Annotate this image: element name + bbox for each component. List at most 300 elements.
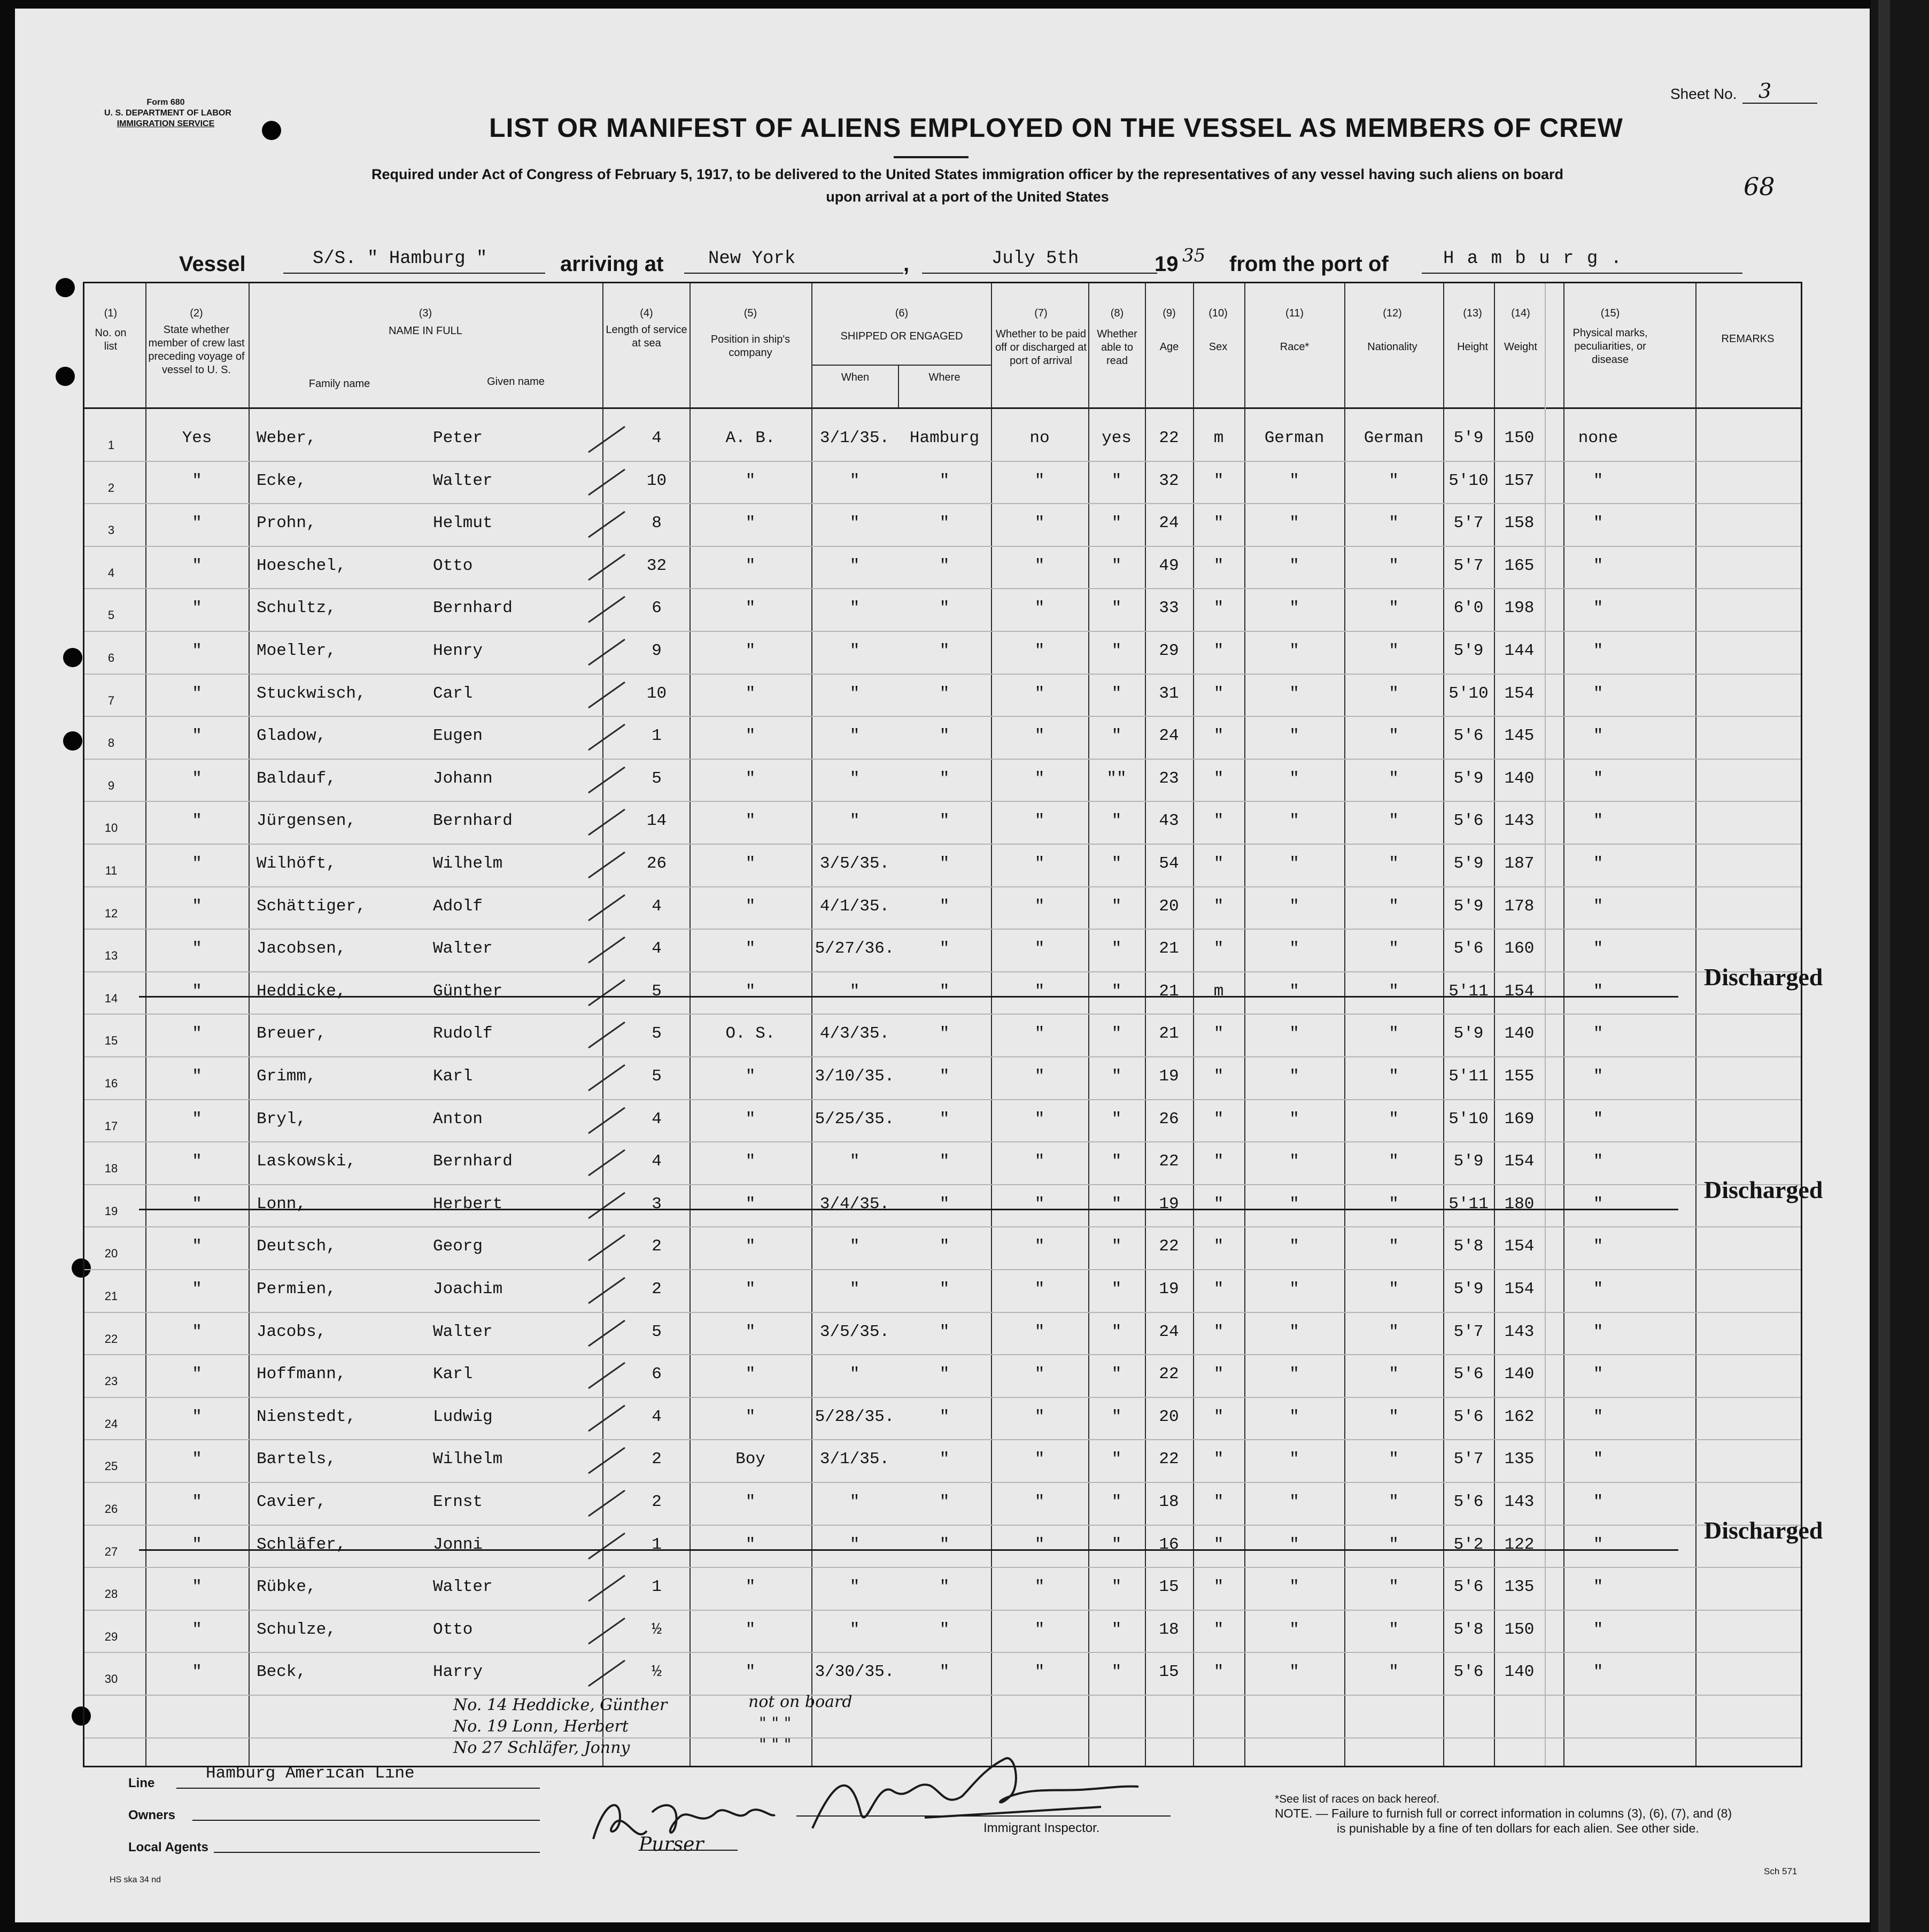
cell-age: 22 (1159, 1152, 1179, 1171)
col15-number: (15) (1600, 307, 1620, 319)
row-rule (84, 1652, 1801, 1653)
cell-height: 5'6 (1453, 1407, 1484, 1426)
cell-weight: 155 (1504, 1067, 1535, 1086)
penalty-note (1275, 1806, 1732, 1836)
cell-paid: " (1034, 727, 1045, 746)
cell-height: 6'0 (1453, 599, 1484, 618)
cell-marks: " (1593, 1322, 1603, 1341)
cell-given: Georg (433, 1237, 483, 1256)
cell-when: " (849, 727, 860, 746)
cell-race: " (1289, 1663, 1299, 1682)
cell-service: 1 (652, 1535, 662, 1554)
cell-family: Deutsch, (257, 1237, 336, 1256)
from-port-label: from the port of (1229, 252, 1389, 276)
row-rule (84, 716, 1801, 717)
row-rule (84, 1099, 1801, 1100)
col13-label: Height (1457, 341, 1488, 353)
cell-prev: " (192, 1365, 202, 1384)
check-stroke (585, 977, 628, 1009)
cell-where: " (939, 556, 950, 575)
cell-weight: 158 (1504, 514, 1535, 533)
given-name-heading: Given name (487, 376, 545, 388)
cell-position: O. S. (725, 1024, 776, 1044)
shipping-line: Hamburg American Line (206, 1764, 415, 1783)
cell-paid: " (1034, 514, 1045, 533)
cell-height: 5'9 (1453, 1024, 1484, 1044)
remark-discharged: Discharged (1704, 1176, 1823, 1203)
cell-given: Harry (433, 1663, 483, 1682)
cell-where: " (939, 854, 950, 873)
cell-service: 1 (652, 1578, 662, 1597)
cell-nationality: " (1389, 1578, 1399, 1597)
sheet-number-line (1742, 103, 1817, 104)
cell-race: " (1289, 1450, 1299, 1469)
manifest-subtitle (246, 163, 1689, 208)
cell-service: 14 (646, 812, 667, 831)
manifest-title: LIST OR MANIFEST OF ALIENS EMPLOYED ON THE VESSEL AS MEMBERS OF CREW (489, 113, 1623, 143)
row-rule (84, 929, 1801, 930)
cell-given: Eugen (433, 727, 483, 746)
subtitle-line-2: upon arrival at a port of the United States (826, 189, 1109, 205)
cell-family: Weber, (257, 429, 316, 447)
row-rule (84, 1014, 1801, 1015)
cell-weight: 165 (1504, 556, 1535, 575)
row-number: 28 (104, 1587, 118, 1601)
cell-paid: " (1034, 939, 1045, 959)
cell-prev: " (192, 1407, 202, 1426)
cell-nationality: " (1389, 1450, 1399, 1469)
cell-prev: " (192, 1493, 202, 1511)
col3-number: (3) (419, 307, 432, 319)
cell-position: " (745, 982, 756, 1001)
cell-sex: " (1213, 684, 1224, 703)
check-stroke (585, 1487, 628, 1519)
check-stroke (585, 1189, 628, 1222)
cell-height: 5'8 (1453, 1237, 1484, 1256)
cell-family: Jacobsen, (257, 939, 346, 959)
check-stroke (585, 1019, 628, 1051)
cell-family: Bartels, (257, 1450, 336, 1469)
cell-weight: 157 (1504, 471, 1535, 490)
cell-when: 4/3/35. (819, 1024, 890, 1044)
cell-service: ½ (652, 1663, 662, 1682)
cell-age: 21 (1159, 939, 1179, 959)
cell-nationality: " (1389, 1663, 1399, 1682)
cell-given: Ernst (433, 1493, 483, 1511)
cell-sex: " (1213, 854, 1224, 873)
cell-where: " (939, 1620, 950, 1639)
cell-read: " (1111, 642, 1122, 660)
cell-prev: " (192, 897, 202, 916)
cell-given: Henry (433, 642, 483, 660)
cell-read: " (1111, 1663, 1122, 1682)
row-number: 22 (104, 1332, 118, 1346)
cell-service: 32 (646, 556, 667, 575)
cell-weight: 150 (1504, 429, 1535, 447)
cell-where: " (939, 1535, 950, 1554)
cell-marks: " (1593, 1365, 1603, 1384)
row-rule (84, 1695, 1801, 1696)
cell-when: 3/4/35. (819, 1194, 890, 1214)
check-stroke (585, 508, 628, 540)
cell-position: " (745, 684, 756, 703)
cell-prev: " (192, 599, 202, 618)
cell-marks: " (1593, 769, 1603, 788)
cell-prev: " (192, 1152, 202, 1171)
cell-paid: " (1034, 1280, 1045, 1299)
cell-when: " (849, 642, 860, 660)
cell-service: 4 (652, 1152, 662, 1171)
cell-paid: " (1034, 1322, 1045, 1341)
cell-age: 31 (1159, 684, 1179, 703)
cell-read: " (1111, 1578, 1122, 1597)
cell-nationality: " (1389, 1365, 1399, 1384)
row-rule (84, 588, 1801, 589)
cell-prev: " (192, 642, 202, 660)
cell-where: " (939, 939, 950, 959)
cell-height: 5'2 (1453, 1535, 1484, 1554)
row-number: 29 (104, 1629, 118, 1643)
cell-race: German (1264, 429, 1324, 447)
handwritten-note-2: No. 19 Lonn, Herbert (453, 1717, 629, 1736)
cell-service: 2 (652, 1450, 662, 1469)
cell-family: Jürgensen, (257, 812, 357, 831)
col14-label: Weight (1504, 341, 1537, 353)
strike-through-line (139, 996, 1678, 998)
cell-given: Carl (433, 684, 473, 703)
cell-prev: " (192, 1067, 202, 1086)
cell-where: " (939, 514, 950, 533)
cell-given: Rudolf (433, 1024, 493, 1044)
cell-paid: " (1034, 1620, 1045, 1639)
row-rule (84, 886, 1801, 887)
cell-marks: " (1593, 599, 1603, 618)
cell-where: " (939, 1493, 950, 1511)
cell-nationality: " (1389, 897, 1399, 916)
cell-marks: " (1593, 684, 1603, 703)
row-rule (84, 971, 1801, 972)
cell-read: " (1111, 1024, 1122, 1044)
cell-read: " (1111, 1152, 1122, 1171)
row-number: 1 (107, 438, 115, 452)
cell-paid: " (1034, 684, 1045, 703)
cell-race: " (1289, 1280, 1299, 1299)
cell-marks: " (1593, 812, 1603, 831)
cell-age: 18 (1159, 1620, 1179, 1639)
cell-sex: " (1213, 514, 1224, 533)
cell-paid: " (1034, 471, 1045, 490)
cell-position: " (745, 514, 756, 533)
cell-position: " (745, 1620, 756, 1639)
cell-read: " (1111, 514, 1122, 533)
row-number: 30 (104, 1672, 118, 1686)
cell-read: " (1111, 727, 1122, 746)
row-number: 15 (104, 1034, 118, 1048)
cell-nationality: " (1389, 1620, 1399, 1639)
cell-read: " (1111, 1450, 1122, 1469)
cell-read: " (1111, 1067, 1122, 1086)
cell-race: " (1289, 514, 1299, 533)
cell-race: " (1289, 939, 1299, 959)
cell-position: " (745, 1407, 756, 1426)
cell-service: 5 (652, 769, 662, 788)
cell-read: " (1111, 1620, 1122, 1639)
cell-when: " (849, 1152, 860, 1171)
cell-age: 54 (1159, 854, 1179, 873)
cell-marks: " (1593, 556, 1603, 575)
cell-nationality: " (1389, 1067, 1399, 1086)
cell-marks: " (1593, 514, 1603, 533)
cell-service: 10 (646, 471, 667, 490)
form-number: Form 680 (146, 98, 185, 107)
cell-paid: " (1034, 897, 1045, 916)
cell-race: " (1289, 1322, 1299, 1341)
cell-race: " (1289, 1024, 1299, 1044)
col4-number: (4) (640, 307, 653, 319)
cell-family: Jacobs, (257, 1322, 327, 1341)
cell-family: Gladow, (257, 727, 327, 746)
penalty-note-line-1: NOTE. — Failure to furnish full or correct information in columns (3), (6), (7), and (8) (1275, 1806, 1732, 1820)
cell-when: 4/1/35. (819, 897, 890, 916)
cell-position: " (745, 769, 756, 788)
cell-where: " (939, 1109, 950, 1129)
cell-marks: " (1593, 1450, 1603, 1469)
cell-given: Herbert (433, 1194, 503, 1214)
punch-hole (262, 121, 281, 140)
cell-read: " (1111, 1407, 1122, 1426)
vessel-label: Vessel (179, 252, 246, 276)
col12-number: (12) (1383, 307, 1402, 319)
line-label: Line (128, 1776, 155, 1790)
cell-age: 22 (1159, 1365, 1179, 1384)
cell-paid: no (1029, 429, 1050, 447)
cell-sex: " (1213, 1365, 1224, 1384)
cell-family: Moeller, (257, 642, 336, 660)
cell-when: " (849, 1280, 860, 1299)
where-heading: Where (928, 372, 960, 383)
cell-weight: 135 (1504, 1450, 1535, 1469)
cell-given: Walter (433, 471, 493, 490)
cell-where: " (939, 642, 950, 660)
subtitle-line-1: Required under Act of Congress of February 5, 1917, to be delivered to the United States immigration officer by the representatives of any vessel having such aliens on board (371, 166, 1564, 182)
check-stroke (585, 806, 628, 838)
cell-position: " (745, 1578, 756, 1597)
service-name: IMMIGRATION SERVICE (117, 119, 215, 128)
col2-heading (147, 307, 246, 377)
cell-marks: " (1593, 854, 1603, 873)
cell-height: 5'6 (1453, 727, 1484, 746)
cell-nationality: " (1389, 812, 1399, 831)
col8-label: Whether able to read (1097, 328, 1137, 367)
inspector-label: Immigrant Inspector. (983, 1821, 1100, 1835)
row-number: 6 (107, 651, 115, 664)
row-number: 13 (104, 949, 118, 963)
cell-marks: " (1593, 1663, 1603, 1682)
cell-prev: " (192, 769, 202, 788)
cell-where: " (939, 1322, 950, 1341)
check-stroke (585, 423, 628, 455)
cell-when: " (849, 1365, 860, 1384)
cell-age: 20 (1159, 897, 1179, 916)
cell-age: 15 (1159, 1578, 1179, 1597)
cell-paid: " (1034, 1407, 1045, 1426)
cell-age: 22 (1159, 429, 1179, 447)
cell-when: 3/5/35. (819, 1322, 890, 1341)
check-stroke (585, 466, 628, 498)
cell-given: Peter (433, 429, 483, 447)
cell-where: " (939, 1067, 950, 1086)
row-rule (84, 1226, 1801, 1227)
cell-marks: " (1593, 1194, 1603, 1214)
strike-through-line (139, 1209, 1678, 1210)
cell-prev: " (192, 1450, 202, 1469)
departure-port: H a m b u r g . (1443, 249, 1623, 269)
cell-race: " (1289, 1067, 1299, 1086)
cell-position: " (745, 599, 756, 618)
col8-heading (1090, 307, 1144, 368)
cell-when: 3/5/35. (819, 854, 890, 873)
row-number: 18 (104, 1162, 118, 1176)
check-stroke (585, 1615, 628, 1647)
cell-nationality: " (1389, 982, 1399, 1001)
cell-position: " (745, 1280, 756, 1299)
cell-given: Walter (433, 1578, 493, 1597)
cell-sex: " (1213, 812, 1224, 831)
row-rule (84, 631, 1801, 632)
cell-nationality: " (1389, 1280, 1399, 1299)
cell-age: 22 (1159, 1237, 1179, 1256)
cell-read: " (1111, 1280, 1122, 1299)
cell-service: 2 (652, 1237, 662, 1256)
column-divider (1695, 283, 1696, 1766)
check-stroke (585, 1359, 628, 1392)
cell-where: " (939, 769, 950, 788)
row-number: 11 (105, 864, 118, 877)
cell-weight: 144 (1504, 642, 1535, 660)
cell-height: 5'11 (1448, 982, 1489, 1001)
cell-when: " (849, 812, 860, 831)
cell-prev: " (192, 1663, 202, 1682)
owners-label: Owners (128, 1808, 176, 1822)
cell-paid: " (1034, 1109, 1045, 1129)
cell-sex: " (1213, 1024, 1224, 1044)
cell-given: Jonni (433, 1535, 483, 1554)
cell-race: " (1289, 982, 1299, 1001)
cell-height: 5'9 (1453, 1152, 1484, 1171)
cell-given: Walter (433, 1322, 493, 1341)
cell-service: 4 (652, 939, 662, 959)
cell-given: Anton (433, 1109, 483, 1129)
remark-discharged: Discharged (1704, 963, 1823, 991)
col15-label: Physical marks, peculiarities, or disease (1572, 327, 1648, 366)
cell-race: " (1289, 1152, 1299, 1171)
cell-marks: " (1593, 1109, 1603, 1129)
cell-age: 29 (1159, 642, 1179, 660)
column-divider (249, 283, 250, 1766)
check-stroke (585, 1317, 628, 1349)
cell-age: 21 (1159, 982, 1179, 1001)
cell-prev: " (192, 1535, 202, 1554)
cell-given: Ludwig (433, 1407, 493, 1426)
cell-weight: 154 (1504, 1152, 1535, 1171)
cell-age: 19 (1159, 1194, 1179, 1214)
punch-hole (63, 648, 82, 667)
cell-when: " (849, 684, 860, 703)
cell-given: Walter (433, 939, 493, 959)
cell-service: 26 (646, 854, 667, 873)
date-underline (922, 273, 1157, 274)
cell-where: " (939, 1280, 950, 1299)
cell-race: " (1289, 471, 1299, 490)
check-stroke (585, 1274, 628, 1307)
cell-prev: " (192, 1237, 202, 1256)
cell-paid: " (1034, 1493, 1045, 1511)
cell-race: " (1289, 599, 1299, 618)
cell-paid: " (1034, 642, 1045, 660)
cell-marks: " (1593, 1620, 1603, 1639)
row-rule (84, 1610, 1801, 1611)
cell-family: Permien, (257, 1280, 336, 1299)
cell-position: " (745, 727, 756, 746)
cell-service: 2 (652, 1280, 662, 1299)
cell-marks: none (1578, 429, 1618, 447)
cell-age: 24 (1159, 1322, 1179, 1341)
check-stroke (585, 1444, 628, 1477)
row-number: 3 (107, 523, 115, 537)
check-stroke (585, 1572, 628, 1604)
cell-when: " (849, 1578, 860, 1597)
remark-discharged: Discharged (1704, 1516, 1823, 1544)
cell-family: Lonn, (257, 1194, 307, 1214)
check-stroke (585, 1402, 628, 1434)
cell-marks: " (1593, 1237, 1603, 1256)
cell-when: " (849, 1237, 860, 1256)
cell-when: " (849, 556, 860, 575)
check-stroke (585, 892, 628, 924)
cell-height: 5'6 (1453, 812, 1484, 831)
row-rule (84, 1312, 1801, 1313)
check-stroke (585, 593, 628, 625)
col2-number: (2) (190, 307, 203, 319)
punch-hole (63, 731, 82, 751)
row-number: 12 (104, 906, 118, 920)
col7-heading (994, 307, 1088, 368)
cell-marks: " (1593, 1280, 1603, 1299)
cell-weight: 140 (1504, 769, 1535, 788)
cell-read: " (1111, 812, 1122, 831)
handwritten-note-3-status: " " " (759, 1735, 792, 1754)
cell-where: " (939, 1450, 950, 1469)
cell-where: " (939, 1024, 950, 1044)
cell-paid: " (1034, 769, 1045, 788)
row-rule (84, 1439, 1801, 1440)
cell-nationality: " (1389, 1109, 1399, 1129)
cell-sex: " (1213, 599, 1224, 618)
handwritten-note-1-status: not on board (748, 1693, 853, 1711)
cell-service: 10 (646, 684, 667, 703)
check-stroke (585, 1232, 628, 1264)
cell-weight: 154 (1504, 1237, 1535, 1256)
arrival-date: July 5th (991, 249, 1079, 269)
cell-race: " (1289, 854, 1299, 873)
cell-position: " (745, 897, 756, 916)
cell-given: Günther (433, 982, 503, 1001)
cell-weight: 143 (1504, 1322, 1535, 1341)
bottom-code: HS ska 34 nd (110, 1875, 161, 1884)
cell-position: " (745, 939, 756, 959)
cell-age: 23 (1159, 769, 1179, 788)
cell-race: " (1289, 1237, 1299, 1256)
